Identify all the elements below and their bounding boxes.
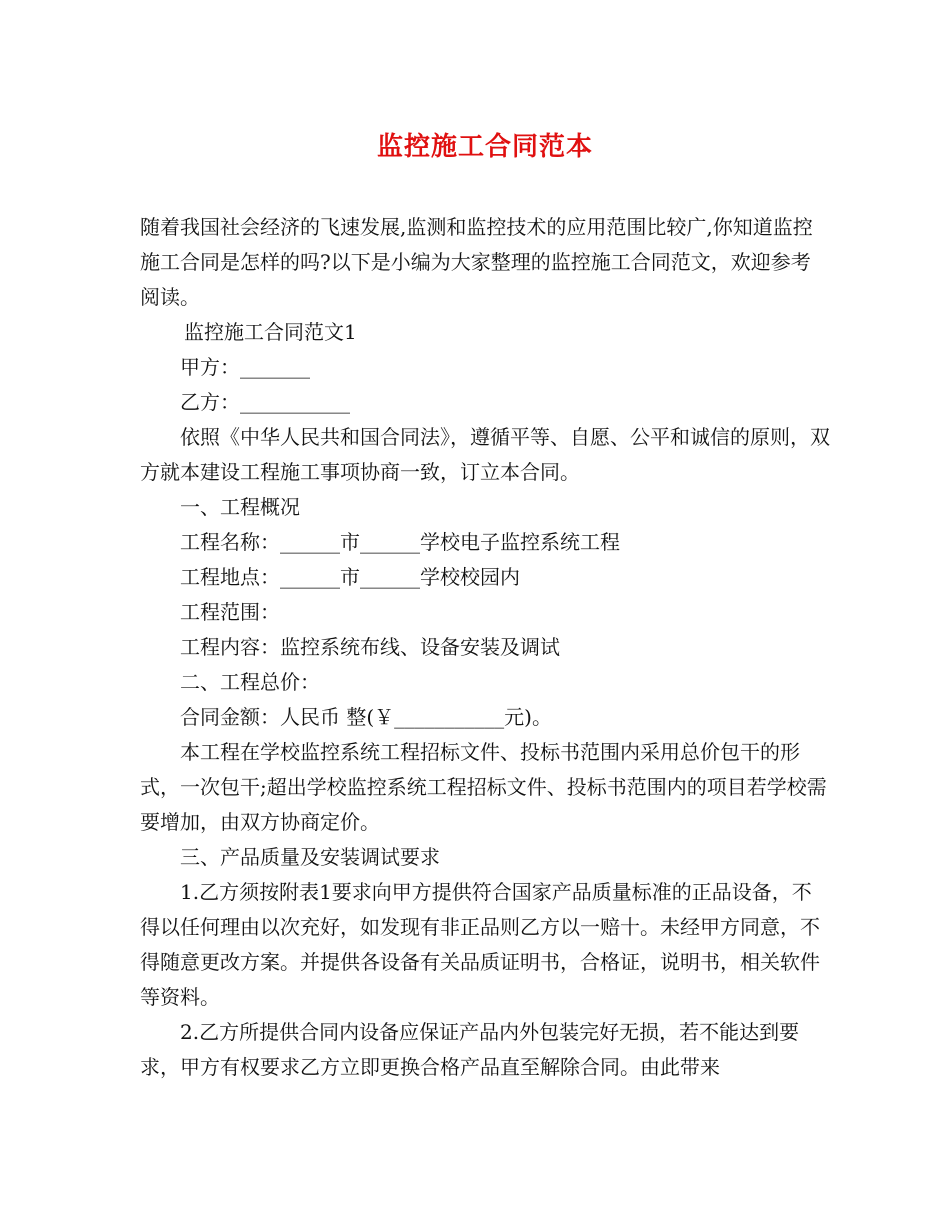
section-heading-total-price: 二、工程总价： bbox=[180, 670, 320, 694]
document-title: 监控施工合同范本 bbox=[376, 132, 593, 162]
intro-paragraph: 随着我国社会经济的飞速发展,监测和监控技术的应用范围比较广,你知道监控施工合同是怎样的吗?以下是小编为大家整理的监控施工合同范文，欢迎参考阅读。 bbox=[140, 215, 813, 309]
section-heading-overview: 一、工程概况 bbox=[180, 495, 300, 519]
lump-sum-paragraph: 本工程在学校监控系统工程招标文件、投标书范围内采用总价包干的形式，一次包干;超出学校监控系统工程招标文件、投标书范围内的项目若学校需要增加，由双方协商定价。 bbox=[140, 740, 827, 834]
contract-amount-line: 合同金额：人民币 整(￥___________元)。 bbox=[180, 705, 552, 729]
party-a-line: 甲方：_______ bbox=[180, 355, 310, 379]
project-name-line: 工程名称：______市______学校电子监控系统工程 bbox=[180, 530, 620, 554]
quality-clause-2: 2.乙方所提供合同内设备应保证产品内外包装完好无损，若不能达到要求，甲方有权要求乙方立即更换合格产品直至解除合同。由此带来 bbox=[140, 1020, 800, 1079]
quality-clause-1: 1.乙方须按附表1要求向甲方提供符合国家产品质量标准的正品设备，不得以任何理由以次充好，如发现有非正品则乙方以一赔十。未经甲方同意，不得随意更改方案。并提供各设备有关品质证明书，合格证，说明书，相关软件等资料。 bbox=[140, 880, 820, 1009]
section-heading-quality: 三、产品质量及安装调试要求 bbox=[180, 845, 440, 869]
document-page bbox=[140, 120, 830, 1085]
project-content-line: 工程内容：监控系统布线、设备安装及调试 bbox=[180, 635, 560, 659]
basis-paragraph: 依照《中华人民共和国合同法》，遵循平等、自愿、公平和诚信的原则，双方就本建设工程施工事项协商一致，订立本合同。 bbox=[140, 425, 830, 484]
party-b-line: 乙方：___________ bbox=[180, 390, 350, 414]
section-heading-template-1: 监控施工合同范文1 bbox=[184, 320, 357, 344]
project-scope-line: 工程范围： bbox=[180, 600, 280, 624]
project-location-line: 工程地点：______市______学校校园内 bbox=[180, 565, 520, 589]
